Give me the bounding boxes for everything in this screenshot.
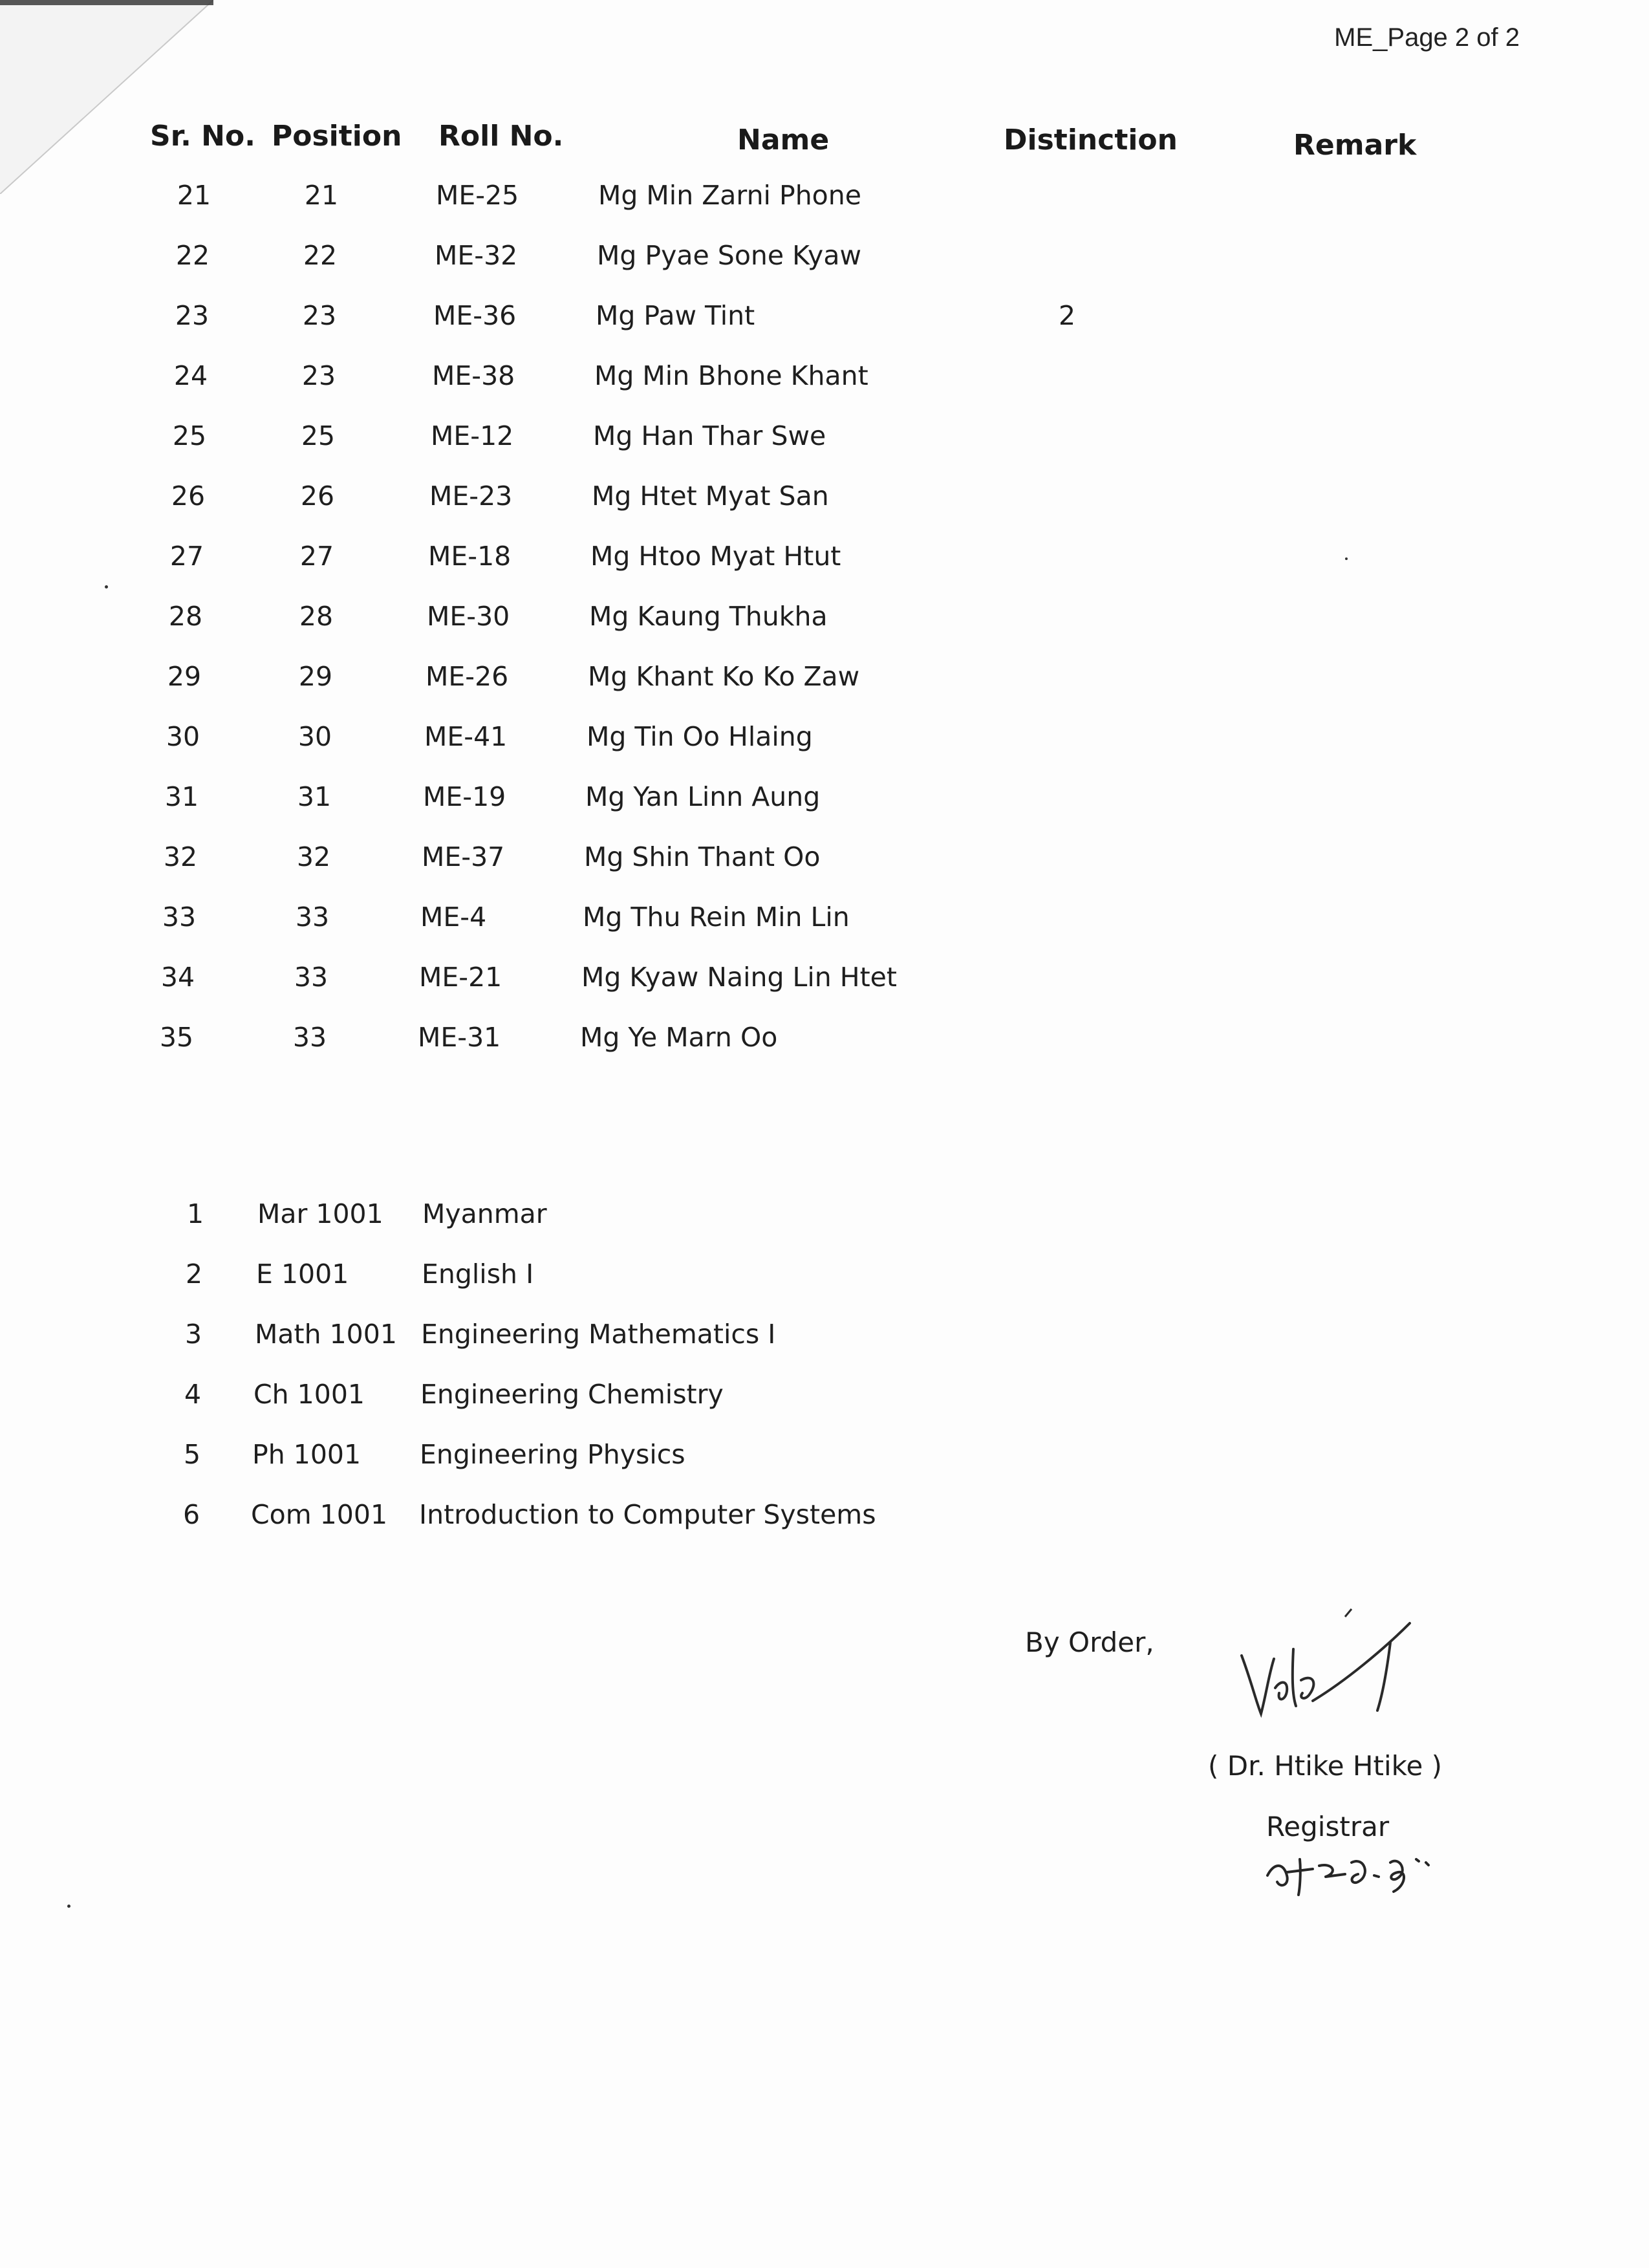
subject-title: Myanmar [422, 1198, 547, 1229]
header-roll-no: Roll No. [438, 120, 564, 153]
header-position: Position [272, 120, 402, 153]
signature-icon [1216, 1604, 1429, 1733]
cell-roll-no: ME-38 [432, 360, 515, 391]
cell-sr-no: 23 [175, 300, 210, 331]
subject-item [0, 1193, 1649, 1253]
cell-position: 33 [295, 902, 330, 933]
cell-sr-no: 24 [173, 360, 208, 391]
cell-sr-no: 30 [166, 721, 200, 752]
cell-name: Mg Shin Thant Oo [584, 841, 821, 872]
page-number: ME_Page 2 of 2 [1334, 23, 1520, 52]
table-row [0, 896, 1649, 956]
cell-roll-no: ME-26 [426, 661, 509, 692]
scan-speck [1345, 557, 1348, 560]
cell-position: 28 [299, 601, 334, 632]
table-row [0, 235, 1649, 295]
cell-position: 22 [303, 240, 338, 271]
cell-position: 31 [297, 781, 332, 812]
cell-position: 29 [298, 661, 333, 692]
cell-position: 26 [300, 481, 335, 512]
cell-name: Mg Min Bhone Khant [594, 360, 868, 391]
table-row [0, 175, 1649, 235]
subject-number: 1 [186, 1198, 204, 1229]
table-row [0, 355, 1649, 415]
cell-name: Mg Yan Linn Aung [585, 781, 821, 812]
cell-name: Mg Kaung Thukha [589, 601, 828, 632]
subject-title: Engineering Chemistry [420, 1379, 724, 1410]
header-distinction: Distinction [1004, 124, 1178, 157]
signer-name: ( Dr. Htike Htike ) [1208, 1750, 1443, 1782]
cell-position: 27 [299, 541, 334, 572]
cell-position: 21 [304, 180, 339, 211]
cell-roll-no: ME-41 [424, 721, 508, 752]
cell-roll-no: ME-31 [418, 1022, 501, 1053]
table-row [0, 836, 1649, 896]
cell-position: 25 [301, 420, 336, 451]
table-row [0, 776, 1649, 836]
cell-sr-no: 32 [163, 841, 198, 872]
cell-sr-no: 27 [169, 541, 204, 572]
cell-name: Mg Tin Oo Hlaing [587, 721, 813, 752]
scan-speck [67, 1905, 70, 1908]
subject-item [0, 1374, 1649, 1434]
table-header [0, 120, 1649, 165]
subject-item [0, 1494, 1649, 1554]
cell-roll-no: ME-30 [427, 601, 510, 632]
subject-code: Com 1001 [251, 1499, 388, 1530]
cell-sr-no: 28 [168, 601, 203, 632]
cell-roll-no: ME-19 [423, 781, 506, 812]
cell-sr-no: 31 [164, 781, 199, 812]
header-remark: Remark [1293, 129, 1417, 162]
cell-roll-no: ME-37 [422, 841, 505, 872]
subject-code: Math 1001 [255, 1319, 397, 1350]
cell-name: Mg Pyae Sone Kyaw [597, 240, 861, 271]
cell-position: 23 [302, 300, 337, 331]
subject-title: Engineering Physics [420, 1439, 685, 1470]
cell-name: Mg Thu Rein Min Lin [583, 902, 850, 933]
cell-roll-no: ME-4 [420, 902, 487, 933]
cell-sr-no: 35 [159, 1022, 194, 1053]
cell-position: 32 [296, 841, 331, 872]
cell-roll-no: ME-18 [428, 541, 512, 572]
initials-icon [1261, 1837, 1507, 1901]
table-row [0, 295, 1649, 355]
signer-title: Registrar [1266, 1811, 1390, 1842]
table-row [0, 596, 1649, 656]
cell-roll-no: ME-32 [435, 240, 518, 271]
header-name: Name [737, 124, 830, 157]
cell-sr-no: 34 [160, 962, 195, 993]
cell-roll-no: ME-12 [431, 420, 514, 451]
table-row [0, 1017, 1649, 1077]
subject-item [0, 1253, 1649, 1313]
cell-distinction: 2 [1058, 300, 1076, 331]
table-row [0, 415, 1649, 475]
subject-number: 6 [182, 1499, 200, 1530]
cell-name: Mg Ye Marn Oo [580, 1022, 778, 1053]
table-row [0, 956, 1649, 1017]
subject-title: Introduction to Computer Systems [419, 1499, 876, 1530]
cell-sr-no: 25 [172, 420, 207, 451]
cell-roll-no: ME-36 [433, 300, 517, 331]
cell-name: Mg Han Thar Swe [593, 420, 826, 451]
cell-sr-no: 26 [171, 481, 206, 512]
by-order-text: By Order, [1025, 1626, 1154, 1658]
cell-sr-no: 22 [175, 240, 210, 271]
table-row [0, 475, 1649, 535]
cell-sr-no: 29 [167, 661, 202, 692]
subject-list [0, 1193, 1649, 1554]
subject-code: Ch 1001 [253, 1379, 365, 1410]
subject-number: 3 [184, 1319, 202, 1350]
cell-roll-no: ME-21 [419, 962, 502, 993]
cell-roll-no: ME-25 [436, 180, 519, 211]
cell-sr-no: 33 [162, 902, 197, 933]
folded-corner-shadow [0, 0, 213, 194]
cell-name: Mg Htoo Myat Htut [590, 541, 841, 572]
cell-name: Mg Min Zarni Phone [598, 180, 861, 211]
cell-position: 33 [294, 962, 329, 993]
cell-roll-no: ME-23 [429, 481, 513, 512]
results-table [0, 175, 1649, 1077]
cell-name: Mg Htet Myat San [592, 481, 829, 512]
table-row [0, 535, 1649, 596]
subject-code: Mar 1001 [257, 1198, 383, 1229]
cell-position: 23 [301, 360, 336, 391]
subject-title: English I [422, 1258, 534, 1290]
table-row [0, 716, 1649, 776]
subject-item [0, 1313, 1649, 1374]
subject-number: 5 [183, 1439, 201, 1470]
table-row [0, 656, 1649, 716]
cell-position: 30 [297, 721, 332, 752]
subject-code: Ph 1001 [252, 1439, 361, 1470]
cell-position: 33 [292, 1022, 327, 1053]
subject-title: Engineering Mathematics I [421, 1319, 776, 1350]
cell-sr-no: 21 [177, 180, 211, 211]
subject-number: 4 [184, 1379, 202, 1410]
cell-name: Mg Kyaw Naing Lin Htet [581, 962, 897, 993]
subject-item [0, 1434, 1649, 1494]
header-sr-no: Sr. No. [150, 120, 255, 153]
cell-name: Mg Paw Tint [596, 300, 755, 331]
subject-number: 2 [185, 1258, 203, 1290]
cell-name: Mg Khant Ko Ko Zaw [588, 661, 860, 692]
scan-speck [105, 585, 108, 589]
subject-code: E 1001 [256, 1258, 349, 1290]
